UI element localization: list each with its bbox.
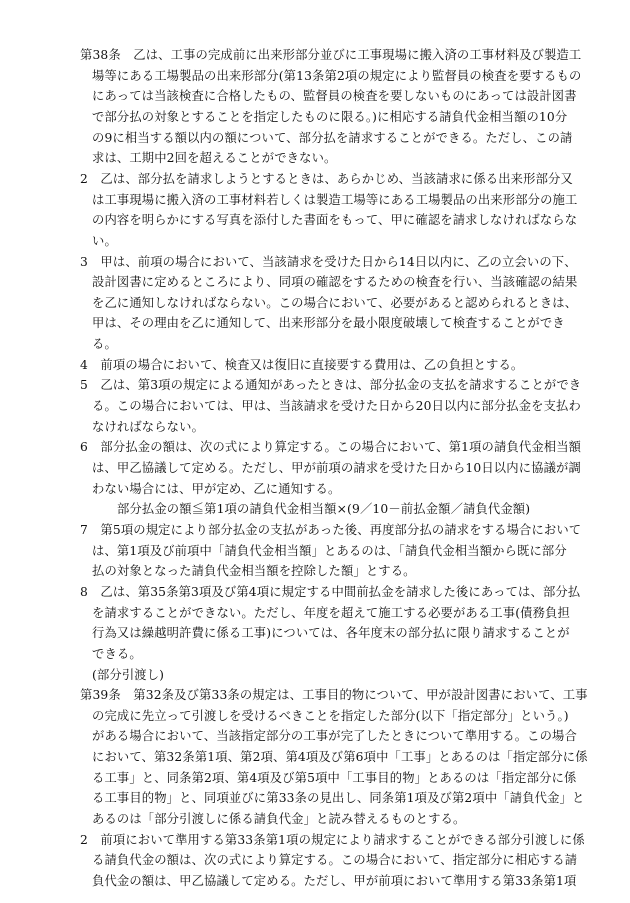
text-line: 4 前項の場合において、検査又は復旧に直接要する費用は、乙の負担とする。 (80, 357, 524, 372)
text-line: る。 (92, 337, 117, 352)
text-line: る請負代金の額は、次の式により算定する。この場合において、指定部分に相応する請 (92, 853, 578, 868)
text-line: る。この場合においては、甲は、当該請求を受けた日から20日以内に部分払金を支払わ (92, 399, 581, 413)
text-line: は、甲乙協議して定める。ただし、甲が前項の請求を受けた日から10日以内に協議が調 (92, 461, 581, 475)
text-line: い。 (92, 233, 117, 248)
text-line: あるのは「部分引渡しに係る請負代金」と読み替えるものとする。 (92, 812, 466, 826)
text-line: 負代金の額は、甲乙協議して定める。ただし、甲が前項において準用する第33条第1項 (92, 874, 577, 888)
text-line: 第38条 乙は、工事の完成前に出来形部分並びに工事現場に搬入済の工事材料及び製造工 (80, 48, 582, 62)
text-line: 2 前項において準用する第33条第1項の規定により請求することができる部分引渡しに係 (80, 832, 585, 847)
text-line: る工事目的物」と、同項並びに第33条の見出し、同条第1項及び第2項中「請負代金」と (92, 791, 585, 806)
text-line: は工事現場に搬入済の工事材料若しくは製造工場等にある工場製品の出来形部分の施工 (92, 192, 578, 207)
text-line: る工事」と、同条第2項、第4項及び第5項中「工事目的物」とあるのは「指定部分に係 (92, 770, 577, 785)
text-line: 3 甲は、前項の場合において、当該請求を受けた日から14日以内に、乙の立会いの下、 (80, 254, 577, 269)
formula-line: 部分払金の額≦第1項の請負代金相当額×(9／10－前払金額／請負代金額) (117, 502, 531, 517)
text-line: なければならない。 (92, 419, 205, 434)
text-line: 行為又は繰越明許費に係る工事)については、各年度末の部分払に限り請求することが (92, 626, 570, 641)
text-line: 甲は、その理由を乙に通知して、出来形部分を最小限度破壊して検査することができ (92, 316, 565, 331)
text-line: 5 乙は、第3項の規定による通知があったときは、部分払金の支払を請求することができ (80, 378, 582, 393)
text-line: 払の対象となった請負代金相当額を控除した額」とする。 (92, 564, 416, 579)
section-caption: (部分引渡し) (92, 667, 165, 682)
text-line: 6 部分払金の額は、次の式により算定する。この場合において、第1項の請負代金相当額 (80, 440, 582, 455)
text-line: にあっては当該検査に合格したもの、監督員の検査を要しないものにあっては設計図書 (92, 89, 577, 104)
text-line: 2 乙は、部分払を請求しようとするときは、あらかじめ、当該請求に係る出来形部分又 (80, 171, 573, 186)
text-line: の完成に先立って引渡しを受けるべきことを指定した部分(以下「指定部分」という。) (92, 708, 569, 723)
text-line: において、第32条第1項、第2項、第4項及び第6項中「工事」とあるのは「指定部分に係 (92, 750, 588, 765)
text-line: がある場合において、当該指定部分の工事が完了したときについて準用する。この場合 (92, 729, 577, 744)
text-line: の内容を明らかにする写真を添付した書面をもって、甲に確認を請求しなければならな (92, 213, 578, 228)
text-line: の9に相当する額以内の額について、部分払を請求することができる。ただし、この請 (92, 130, 573, 145)
text-line: を乙に通知しなければならない。この場合において、必要があると認められるときは、 (92, 295, 578, 310)
text-line: できる。 (92, 646, 142, 661)
text-line: 設計図書に定めるところにより、同項の確認をするための検査を行い、当該確認の結果 (92, 275, 578, 290)
text-line: は、第1項及び前項中「請負代金相当額」とあるのは、「請負代金相当額から既に部分 (92, 543, 567, 558)
text-line: わない場合には、甲が定め、乙に通知する。 (92, 481, 341, 496)
text-line: を請求することができない。ただし、年度を超えて施工する必要がある工事(債務負担 (92, 605, 570, 620)
text-line: 8 乙は、第35条第3項及び第4項に規定する中間前払金を請求した後にあっては、部分払 (80, 584, 581, 599)
text-line: 第39条 第32条及び第33条の規定は、工事目的物について、甲が設計図書において、工事 (80, 688, 588, 703)
text-line: 場等にある工場製品の出来形部分(第13条第2項の規定により監督員の検査を要するもの (92, 68, 582, 83)
text-line: で部分払の対象とすることを指定したものに限る。)に相応する請負代金相当額の10分 (92, 109, 568, 124)
text-line: 7 第5項の規定により部分払金の支払があった後、再度部分払の請求をする場合において (80, 523, 582, 537)
text-line: 求は、工期中2回を超えることができない。 (92, 151, 337, 166)
